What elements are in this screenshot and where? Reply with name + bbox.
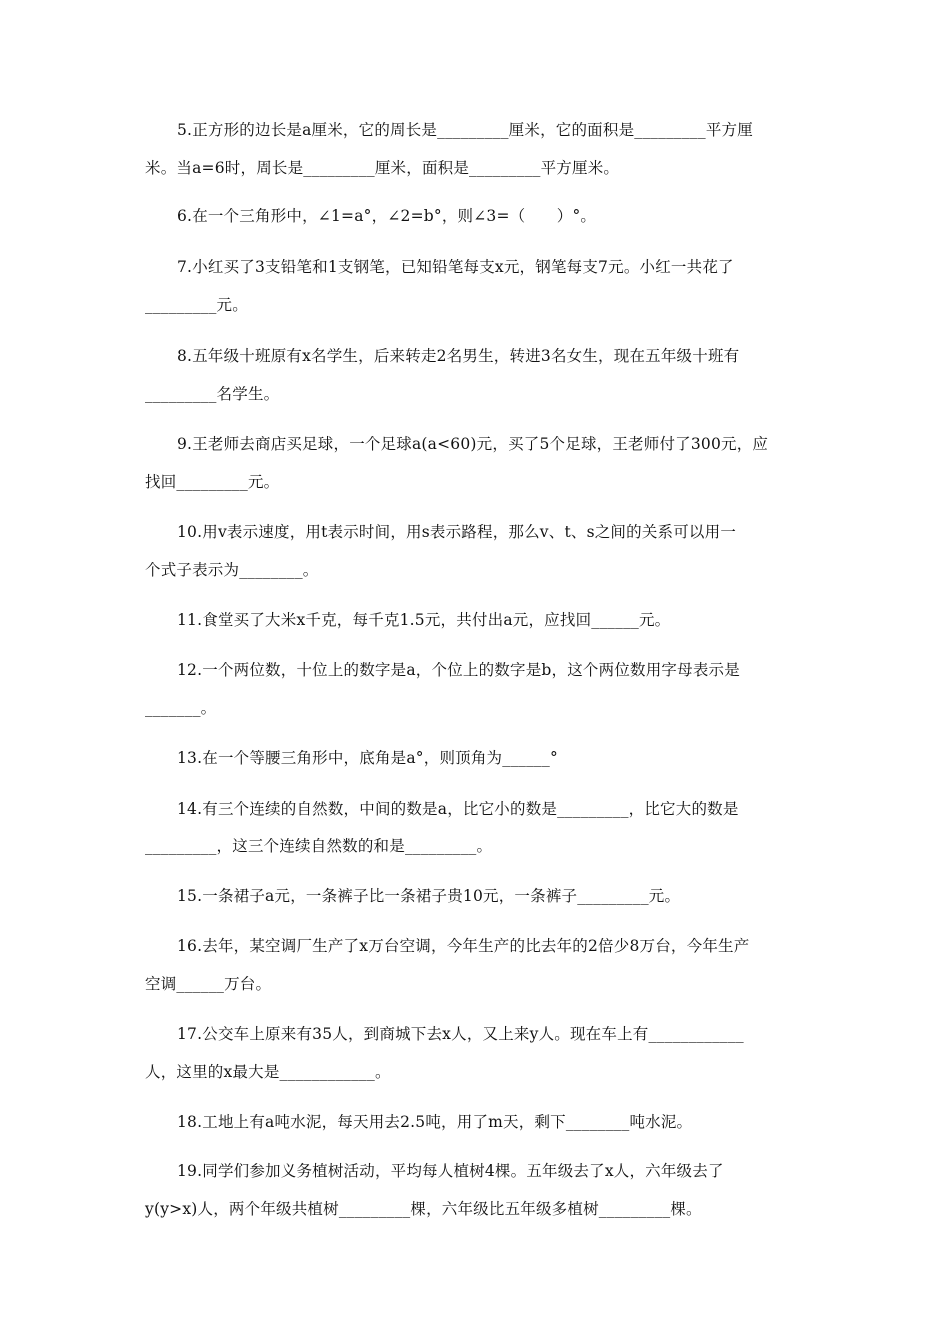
question-6-line-1: 6.在一个三角形中，∠1=a°，∠2=b°，则∠3=（ ）°。 — [177, 207, 597, 225]
question-14-line-1: 14.有三个连续的自然数，中间的数是a，比它小的数是_________，比它大的数是 — [177, 800, 739, 818]
question-14-line-2: _________，这三个连续自然数的和是_________。 — [145, 837, 493, 855]
question-13-line-1: 13.在一个等腰三角形中，底角是a°，则顶角为______° — [177, 749, 558, 767]
question-5-line-1: 5.正方形的边长是a厘米，它的周长是_________厘米，它的面积是_________平方厘 — [177, 121, 753, 139]
question-18-line-1: 18.工地上有a吨水泥，每天用去2.5吨，用了m天，剩下________吨水泥。 — [177, 1113, 693, 1131]
question-17-line-1: 17.公交车上原来有35人，到商城下去x人，又上来y人。现在车上有____________ — [177, 1025, 744, 1043]
question-9-line-1: 9.王老师去商店买足球，一个足球a(a<60)元，买了5个足球，王老师付了300元，应 — [177, 435, 769, 453]
question-10-line-1: 10.用v表示速度，用t表示时间，用s表示路程，那么v、t、s之间的关系可以用一 — [177, 523, 737, 541]
question-17-line-2: 人，这里的x最大是____________。 — [145, 1063, 391, 1081]
question-9-line-2: 找回_________元。 — [145, 473, 280, 491]
question-7-line-2: _________元。 — [145, 296, 248, 314]
question-12-line-1: 12.一个两位数，十位上的数字是a，个位上的数字是b，这个两位数用字母表示是 — [177, 661, 740, 679]
question-16-line-2: 空调______万台。 — [145, 975, 272, 993]
question-7-line-1: 7.小红买了3支铅笔和1支钢笔，已知铅笔每支x元，钢笔每支7元。小红一共花了 — [177, 258, 734, 276]
question-15-line-1: 15.一条裙子a元，一条裤子比一条裙子贵10元，一条裤子_________元。 — [177, 887, 681, 905]
question-5-line-2: 米。当a=6时，周长是_________厘米，面积是_________平方厘米。 — [145, 159, 620, 177]
question-19-line-1: 19.同学们参加义务植树活动，平均每人植树4棵。五年级去了x人，六年级去了 — [177, 1162, 724, 1180]
question-12-line-2: _______。 — [145, 699, 217, 717]
question-11-line-1: 11.食堂买了大米x千克，每千克1.5元，共付出a元，应找回______元。 — [177, 611, 671, 629]
question-16-line-1: 16.去年，某空调厂生产了x万台空调，今年生产的比去年的2倍少8万台，今年生产 — [177, 937, 750, 955]
question-10-line-2: 个式子表示为________。 — [145, 561, 319, 579]
question-19-line-2: y(y>x)人，两个年级共植树_________棵，六年级比五年级多植树_________棵。 — [145, 1200, 702, 1218]
question-8-line-1: 8.五年级十班原有x名学生，后来转走2名男生，转进3名女生，现在五年级十班有 — [177, 347, 740, 365]
question-8-line-2: _________名学生。 — [145, 385, 280, 403]
